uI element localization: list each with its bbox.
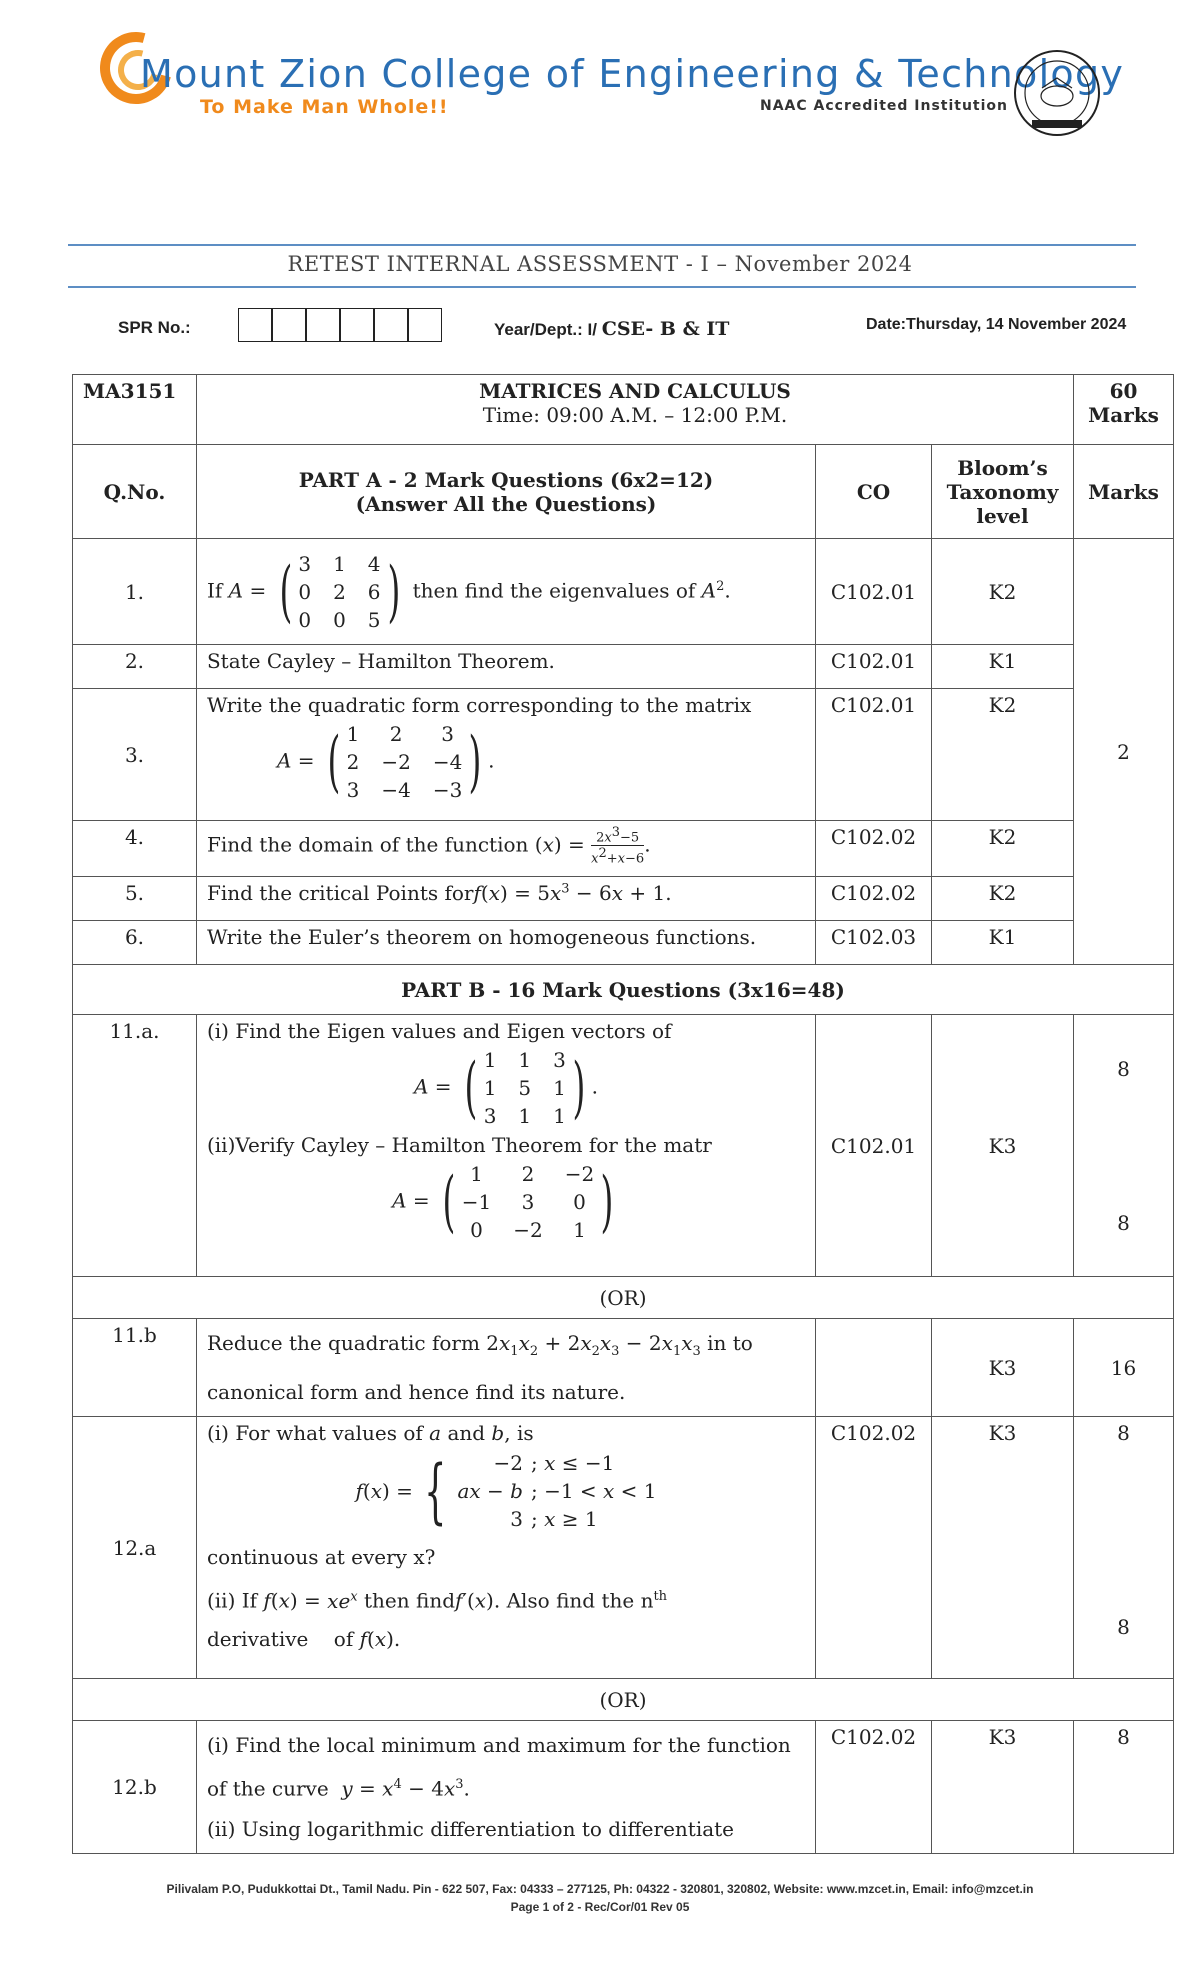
footer-address: Pilivalam P.O, Pudukkottai Dt., Tamil Nadu. Pin - 622 507, Fax: 04333 – 277125, Ph: 04322 - 320801, 320802, Website: www.mzcet.in, Email: info@mzcet.in xyxy=(166,1882,1034,1896)
part-a-instruction: (Answer All the Questions) xyxy=(355,491,657,516)
total-marks xyxy=(1073,375,1173,445)
bloom-level: K3 xyxy=(932,1015,1074,1277)
marks-value: 16 xyxy=(1073,1319,1173,1417)
question-text: (i) Find the Eigen values and Eigen vectors of A = ( 1 1 3 1 5 1 3 1 1 ) . (ii)Verify Cayley – Hamilton Theorem for the matr A = ( 1 2 −2 −1 3 0 0 −2 1 ) xyxy=(196,1015,815,1277)
question-number: 12.b xyxy=(73,1721,197,1854)
bloom-level: K2 xyxy=(932,877,1074,921)
question-number: 2. xyxy=(73,645,197,689)
marks-cell xyxy=(1073,1015,1173,1277)
question-number: 6. xyxy=(73,921,197,965)
header-rule-top xyxy=(68,244,1136,246)
co-value: C102.02 xyxy=(816,877,932,921)
spr-box[interactable] xyxy=(272,308,306,342)
bloom-level: K3 xyxy=(932,1319,1074,1417)
spr-box[interactable] xyxy=(238,308,272,342)
table-row xyxy=(73,1417,1174,1679)
part-a-marks: 2 xyxy=(1073,539,1173,965)
table-row xyxy=(73,1319,1174,1417)
part-a-header-row xyxy=(73,445,1174,539)
co-value: C102.02 xyxy=(816,1417,932,1679)
col-marks: Marks xyxy=(1073,445,1173,539)
table-row xyxy=(73,1721,1174,1854)
question-table xyxy=(72,374,1174,1854)
footer-page-info: Page 1 of 2 - Rec/Cor/01 Rev 05 xyxy=(510,1900,690,1914)
table-row xyxy=(73,539,1174,645)
col-qno: Q.No. xyxy=(73,445,197,539)
matrix: ( 3 1 4 0 2 6 0 0 5 ) xyxy=(279,551,400,632)
college-motto: To Make Man Whole!! xyxy=(200,96,449,118)
part-a-title: PART A - 2 Mark Questions (6x2=12) xyxy=(298,467,714,492)
college-seal-logo xyxy=(1012,48,1102,138)
or-row xyxy=(73,1277,1174,1319)
course-info xyxy=(196,375,1073,445)
matrix: ( 1 1 3 1 5 1 3 1 1 ) xyxy=(464,1048,586,1128)
exam-title: RETEST INTERNAL ASSESSMENT - I – November 2024 xyxy=(287,252,913,276)
question-number: 5. xyxy=(73,877,197,921)
co-value: C102.01 xyxy=(816,645,932,689)
question-number: 12.a xyxy=(73,1417,197,1679)
college-name: Mount Zion College of Engineering & Technology xyxy=(140,52,1125,96)
question-number: 11.b xyxy=(73,1319,197,1417)
bloom-level: K1 xyxy=(932,645,1074,689)
marks-cell xyxy=(1073,1417,1173,1679)
marks-value: 8 xyxy=(1117,1056,1130,1081)
header-rule-bottom xyxy=(68,286,1136,288)
bloom-level: K2 xyxy=(932,821,1074,877)
matrix: ( 1 2 −2 −1 3 0 0 −2 1 ) xyxy=(442,1162,614,1242)
part-b-heading: PART B - 16 Mark Questions (3x16=48) xyxy=(73,965,1174,1015)
table-row xyxy=(73,877,1174,921)
or-separator: (OR) xyxy=(73,1679,1174,1721)
col-co: CO xyxy=(816,445,932,539)
matrix: ( 1 2 3 2 −2 −4 3 −4 −3 ) xyxy=(327,722,482,802)
table-row xyxy=(73,645,1174,689)
spr-box[interactable] xyxy=(340,308,374,342)
accreditation-text: NAAC Accredited Institution xyxy=(760,98,1009,114)
total-marks-label: Marks xyxy=(1088,403,1159,427)
bloom-level: K1 xyxy=(932,921,1074,965)
or-row xyxy=(73,1679,1174,1721)
bloom-level: K3 xyxy=(932,1721,1074,1854)
spr-box[interactable] xyxy=(374,308,408,342)
question-text: State Cayley – Hamilton Theorem. xyxy=(196,645,815,689)
co-value: C102.01 xyxy=(816,689,932,821)
question-number: 3. xyxy=(73,689,197,821)
co-value: C102.03 xyxy=(816,921,932,965)
marks-value: 8 xyxy=(1117,1421,1130,1445)
question-text: Reduce the quadratic form $2x_1x_2 + 2x_2x_3 - 2x_1x_3$ in to canonical form and hence find its nature. xyxy=(196,1319,815,1417)
question-number: 4. xyxy=(73,821,197,877)
question-text: Find the critical Points forf(x) = $5x^3 - 6x + 1$. xyxy=(196,877,815,921)
col-bloom: Bloom’s Taxonomy level xyxy=(932,445,1074,539)
spr-box[interactable] xyxy=(306,308,340,342)
bloom-level: K2 xyxy=(932,539,1074,645)
spr-label: SPR No.: xyxy=(118,318,191,337)
course-name: MATRICES AND CALCULUS xyxy=(479,379,791,403)
question-text: Write the Euler’s theorem on homogeneous functions. xyxy=(196,921,815,965)
question-text: If A = ( 3 1 4 0 2 6 0 0 5 ) then find the eigenvalues of $A^2$. xyxy=(196,539,815,645)
question-text: (i) Find the local minimum and maximum for the function of the curve $y = x^4 - 4x^3$. (ii) Using logarithmic differentiation to differentiate xyxy=(196,1721,815,1854)
co-value: C102.01 xyxy=(816,539,932,645)
exam-date: Date:Thursday, 14 November 2024 xyxy=(866,316,1127,333)
marks-value: 8 xyxy=(1117,1615,1130,1639)
table-row xyxy=(73,689,1174,821)
question-text: (i) For what values of a and b, is f(x) = { −2 ; x ≤ −1 ax − b ; −1 < x < 1 3 ; x ≥ 1 continuous at every x? (ii) If $f(x) = xe^x$ then findf′(x). Also find the $n^{th}$ derivative of f(x). xyxy=(196,1417,815,1679)
part-a-heading xyxy=(196,445,815,539)
course-code: MA3151 xyxy=(73,375,197,445)
year-dept-value: CSE- B & IT xyxy=(601,318,730,340)
marks-value: 8 xyxy=(1117,1210,1130,1235)
bloom-level: K2 xyxy=(932,689,1074,821)
question-number: 1. xyxy=(73,539,197,645)
bloom-level: K3 xyxy=(932,1417,1074,1679)
table-row xyxy=(73,1015,1174,1277)
table-row xyxy=(73,921,1174,965)
part-b-header-row xyxy=(73,965,1174,1015)
co-value xyxy=(816,1319,932,1417)
table-row xyxy=(73,821,1174,877)
co-value: C102.01 xyxy=(816,1015,932,1277)
or-separator: (OR) xyxy=(73,1277,1174,1319)
co-value: C102.02 xyxy=(816,821,932,877)
co-value: C102.02 xyxy=(816,1721,932,1854)
exam-time: Time: 09:00 A.M. – 12:00 P.M. xyxy=(482,403,788,427)
course-row xyxy=(73,375,1174,445)
year-dept-label: Year/Dept.: I/ CSE- B & IT xyxy=(494,318,730,340)
total-marks-value: 60 xyxy=(1109,379,1138,403)
marks-value: 8 xyxy=(1073,1721,1173,1854)
question-number: 11.a. xyxy=(73,1015,197,1277)
spr-box[interactable] xyxy=(408,308,442,342)
question-text: Write the quadratic form corresponding to the matrix A = ( 1 2 3 2 −2 −4 3 −4 −3 ) . xyxy=(196,689,815,821)
question-text: Find the domain of the function (x) = $\frac{2x^3-5}{x^2+x-6}$ . xyxy=(196,821,815,877)
